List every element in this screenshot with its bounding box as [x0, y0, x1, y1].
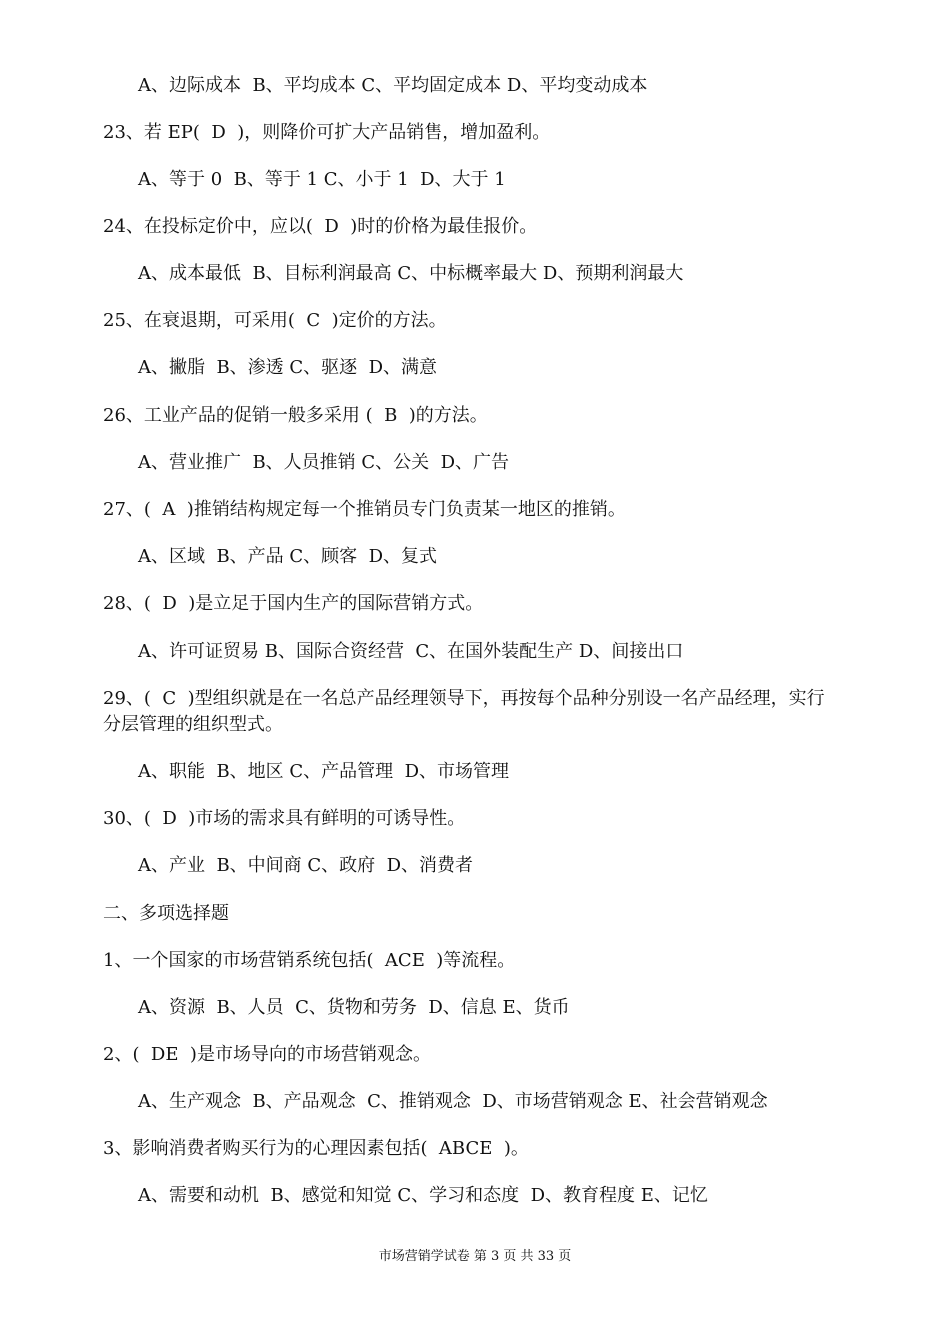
question-line: 24、在投标定价中，应以( D )时的价格为最佳报价。 — [103, 216, 538, 237]
option-line: A、许可证贸易 B、国际合资经营 C、在国外装配生产 D、间接出口 — [138, 641, 684, 662]
option-line: A、成本最低 B、目标利润最高 C、中标概率最大 D、预期利润最大 — [138, 263, 684, 284]
question-line: 27、( A )推销结构规定每一个推销员专门负责某一地区的推销。 — [103, 499, 626, 520]
option-line: A、区域 B、产品 C、顾客 D、复式 — [138, 546, 438, 567]
option-line: A、撇脂 B、渗透 C、驱逐 D、满意 — [138, 357, 438, 378]
option-line: A、产业 B、中间商 C、政府 D、消费者 — [138, 855, 474, 876]
question-line: 29、( C )型组织就是在一名总产品经理领导下，再按每个品种分别设一名产品经理，实行 — [103, 688, 825, 709]
option-line: A、资源 B、人员 C、货物和劳务 D、信息 E、货币 — [138, 997, 570, 1018]
question-line: 2、( DE )是市场导向的市场营销观念。 — [103, 1044, 431, 1065]
option-line: A、等于 0 B、等于 1 C、小于 1 D、大于 1 — [138, 169, 506, 190]
question-line: 3、影响消费者购买行为的心理因素包括( ABCE )。 — [103, 1138, 529, 1159]
page-footer: 市场营销学试卷 第 3 页 共 33 页 — [378, 1249, 572, 1264]
option-line: A、营业推广 B、人员推销 C、公关 D、广告 — [138, 452, 510, 473]
option-line: A、职能 B、地区 C、产品管理 D、市场管理 — [138, 761, 510, 782]
option-line: A、边际成本 B、平均成本 C、平均固定成本 D、平均变动成本 — [138, 75, 648, 96]
question-line: 26、工业产品的促销一般多采用 ( B )的方法。 — [103, 405, 488, 426]
question-line: 28、( D )是立足于国内生产的国际营销方式。 — [103, 593, 484, 614]
question-line: 30、( D )市场的需求具有鲜明的可诱导性。 — [103, 808, 466, 829]
section-heading: 二、多项选择题 — [103, 903, 229, 924]
option-line: A、生产观念 B、产品观念 C、推销观念 D、市场营销观念 E、社会营销观念 — [138, 1091, 768, 1112]
option-line: A、需要和动机 B、感觉和知觉 C、学习和态度 D、教育程度 E、记忆 — [138, 1185, 708, 1206]
question-line: 1、一个国家的市场营销系统包括( ACE )等流程。 — [103, 950, 516, 971]
question-line: 23、若 EP( D )，则降价可扩大产品销售，增加盈利。 — [103, 122, 551, 143]
question-line: 25、在衰退期，可采用( C )定价的方法。 — [103, 310, 447, 331]
question-line-continued: 分层管理的组织型式。 — [103, 714, 283, 735]
